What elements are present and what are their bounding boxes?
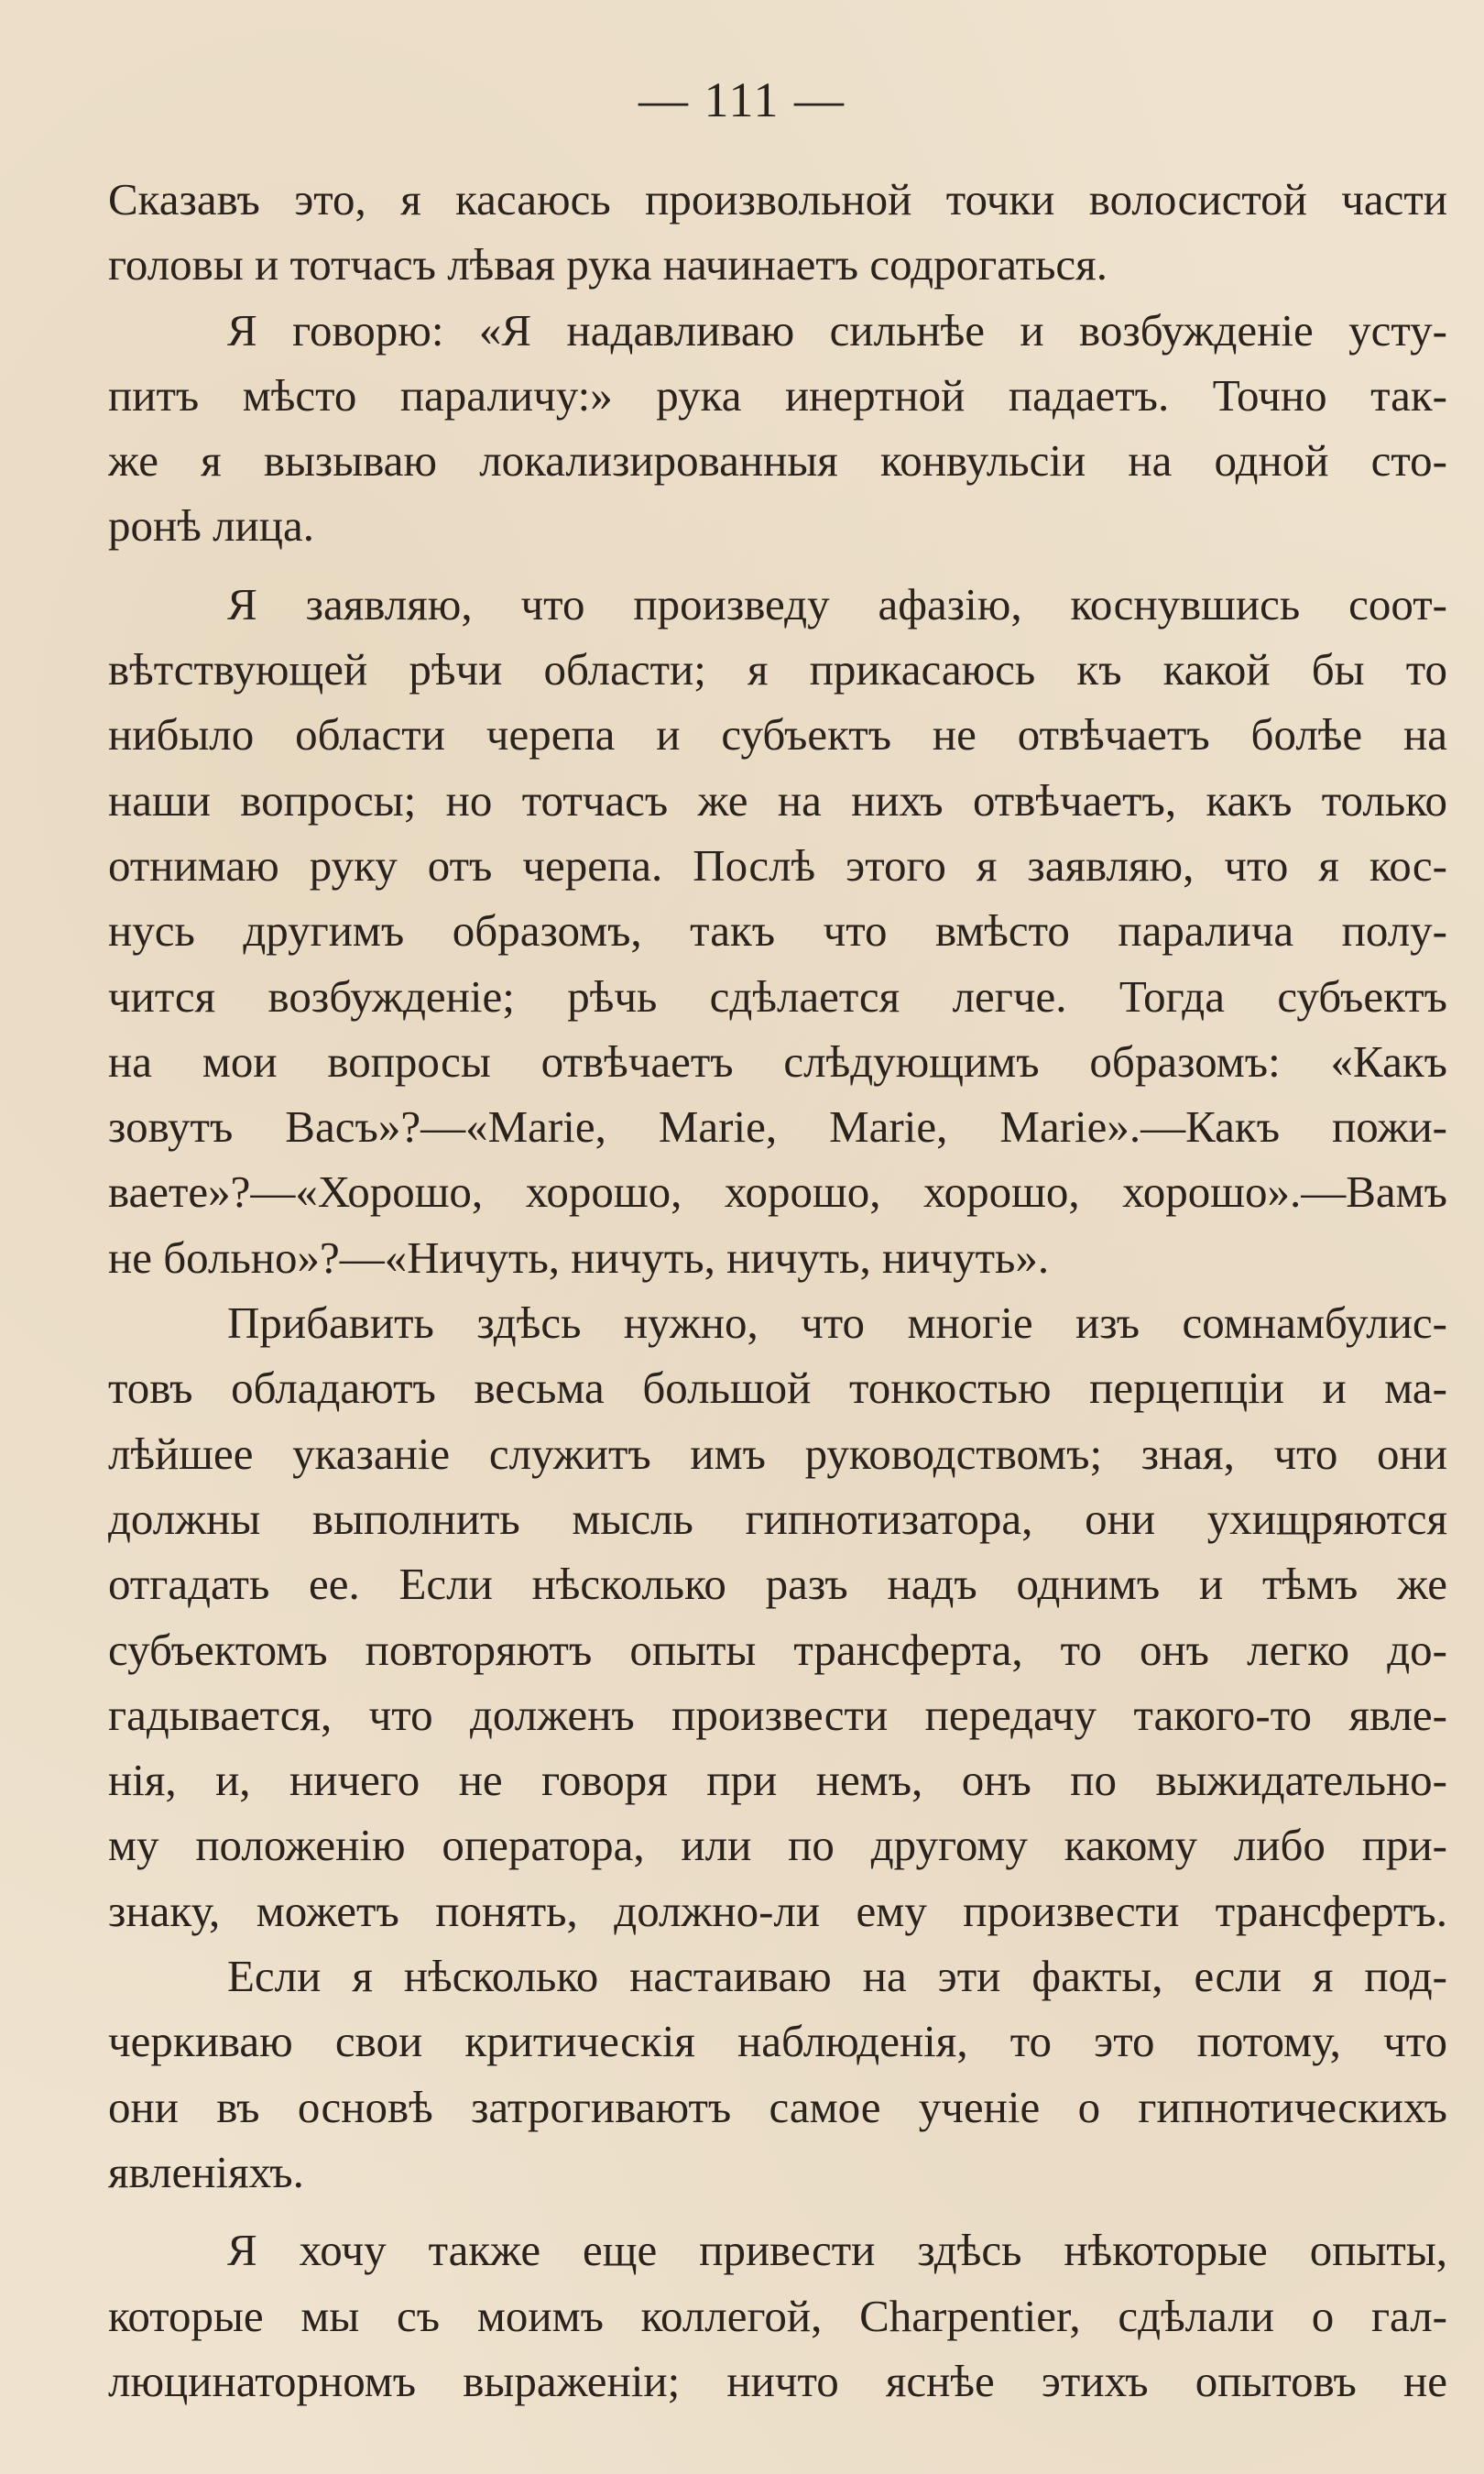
text-line: знаку, можетъ понять, должно-ли ему произвести трансфертъ. <box>108 1885 1447 1936</box>
text-line: товъ обладаютъ весьма большой тонкостью перцепціи и ма- <box>108 1363 1447 1414</box>
text-line: должны выполнить мысль гипнотизатора, они ухищряются <box>108 1493 1447 1544</box>
text-line: Я хочу также еще привести здѣсь нѣкоторые опыты, <box>227 2225 1447 2276</box>
text-line: гадывается, что долженъ произвести передачу такого-то явле- <box>108 1689 1447 1740</box>
text-line: зовутъ Васъ»?—«Marie, Marie, Marie, Marie».—Какъ пожи- <box>108 1101 1447 1153</box>
text-line: головы и тотчасъ лѣвая рука начинаетъ содрогаться. <box>108 239 1108 290</box>
text-line: Если я нѣсколько настаиваю на эти факты, если я под- <box>227 1951 1447 2002</box>
text-line: Я говорю: «Я надавливаю сильнѣе и возбужденіе усту- <box>227 304 1447 356</box>
text-line: лѣйшее указаніе служитъ имъ руководствомъ; зная, что они <box>108 1428 1447 1479</box>
text-line: отгадать ее. Если нѣсколько разъ надъ однимъ и тѣмъ же <box>108 1559 1447 1610</box>
text-line: люцинаторномъ выраженіи; ничто яснѣе этихъ опытовъ не <box>108 2355 1447 2406</box>
text-line: Сказавъ это, я касаюсь произвольной точки волосистой части <box>108 174 1447 224</box>
text-line: субъектомъ повторяютъ опыты трансферта, то онъ легко до- <box>108 1624 1447 1675</box>
text-line: нусь другимъ образомъ, такъ что вмѣсто паралича полу- <box>108 905 1447 957</box>
text-line: нія, и, ничего не говоря при немъ, онъ по выжидательно- <box>108 1755 1447 1806</box>
text-line: отнимаю руку отъ черепа. Послѣ этого я заявляю, что я кос- <box>108 839 1447 891</box>
text-line: му положенію оператора, или по другому какому либо при- <box>108 1820 1447 1871</box>
text-line: не больно»?—«Ничуть, ничуть, ничуть, ничуть». <box>108 1232 1050 1283</box>
text-line: ронѣ лица. <box>108 500 314 552</box>
text-line: нибыло области черепа и субъектъ не отвѣчаетъ болѣе на <box>108 709 1447 761</box>
text-line: явленіяхъ. <box>108 2146 304 2197</box>
page-number: — 111 — <box>638 72 846 127</box>
text-line: ваете»?—«Хорошо, хорошо, хорошо, хорошо, хорошо».—Вамъ <box>108 1166 1447 1218</box>
text-line: которые мы съ моимъ коллегой, Charpentier, сдѣлали о гал- <box>108 2290 1447 2341</box>
text-line: питъ мѣсто параличу:» рука инертной падаетъ. Точно так- <box>108 369 1447 421</box>
text-line: наши вопросы; но тотчасъ же на нихъ отвѣчаетъ, какъ только <box>108 774 1447 826</box>
text-line: Я заявляю, что произведу афазію, коснувшись соот- <box>227 578 1447 629</box>
text-line: чится возбужденіе; рѣчь сдѣлается легче. Тогда субъектъ <box>108 970 1447 1022</box>
text-line: они въ основѣ затрогиваютъ самое ученіе о гипнотическихъ <box>108 2081 1447 2132</box>
body-text <box>108 167 1447 2414</box>
text-line: Прибавить здѣсь нужно, что многіе изъ сомнамбулис- <box>227 1297 1447 1349</box>
text-line: вѣтствующей рѣчи области; я прикасаюсь къ какой бы то <box>108 644 1447 695</box>
text-line: же я вызываю локализированныя конвульсіи на одной сто- <box>108 435 1447 487</box>
text-line: черкиваю свои критическія наблюденія, то это потому, что <box>108 2016 1447 2067</box>
text-line: на мои вопросы отвѣчаетъ слѣдующимъ образомъ: «Какъ <box>108 1035 1447 1087</box>
